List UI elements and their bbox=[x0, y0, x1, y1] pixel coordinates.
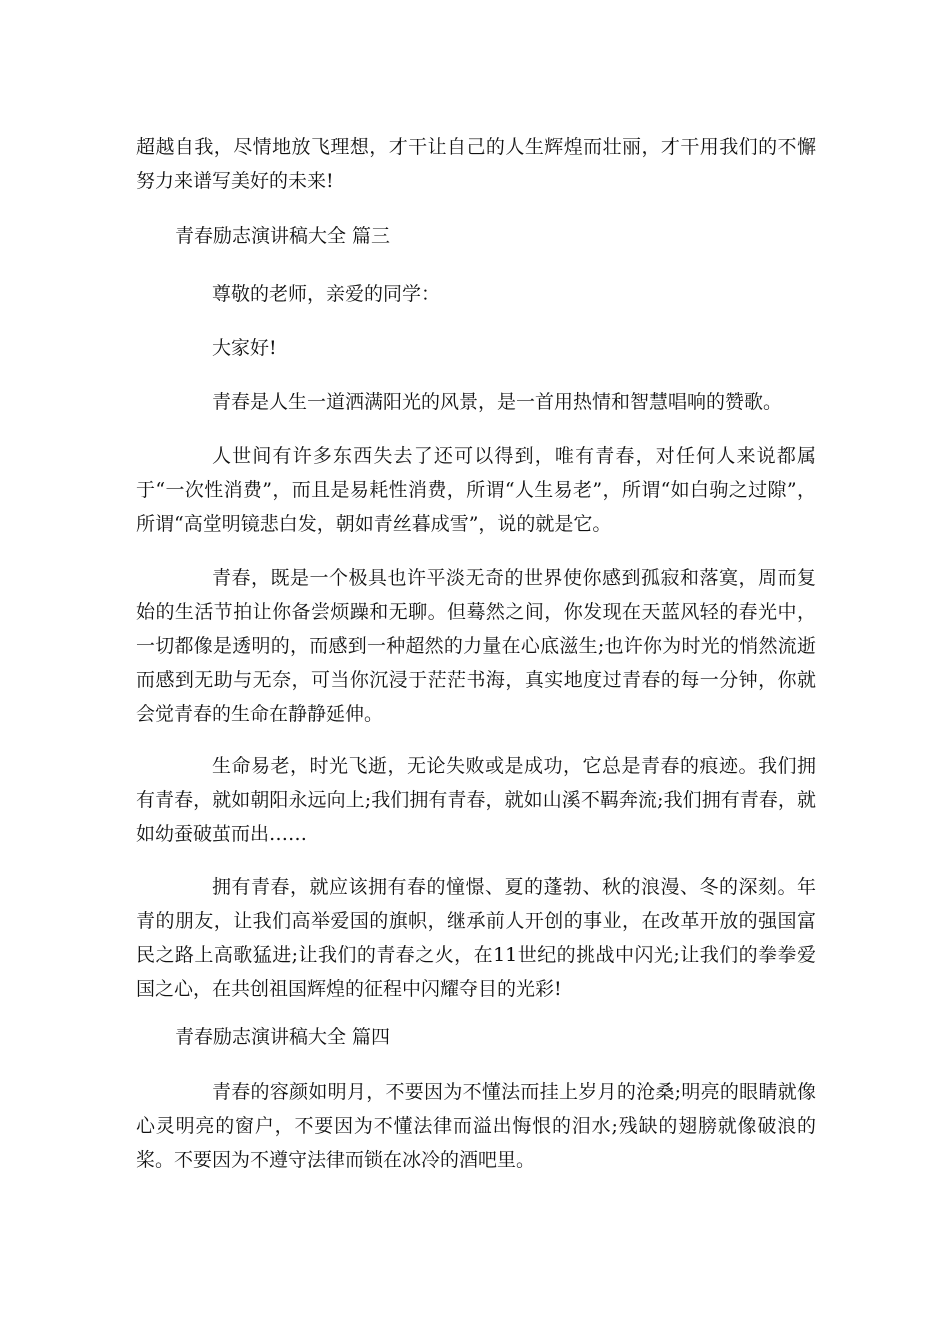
paragraph-1: 青春是人生一道洒满阳光的风景，是一首用热情和智慧唱响的赞歌。 bbox=[212, 391, 783, 413]
section-heading-4: 青春励志演讲稿大全 篇四 bbox=[175, 1026, 391, 1048]
intro-paragraph: 超越自我，尽情地放飞理想，才干让自己的人生辉煌而壮丽，才干用我们的不懈努力来谱写美好的未来! bbox=[136, 136, 816, 192]
greeting: 大家好! bbox=[212, 337, 277, 359]
paragraph-2: 人世间有许多东西失去了还可以得到，唯有青春，对任何人来说都属于“一次性消费”，而且是易耗性消费，所谓“人生易老”，所谓“如白驹之过隙”，所谓“高堂明镜悲白发，朝如青丝暮成雪”，说的就是它。 bbox=[136, 445, 816, 535]
paragraph-6: 青春的容颜如明月，不要因为不懂法而挂上岁月的沧桑;明亮的眼睛就像心灵明亮的窗户，不要因为不懂法律而溢出悔恨的泪水;残缺的翅膀就像破浪的桨。不要因为不遵守法律而锁在冰冷的酒吧里。 bbox=[136, 1081, 816, 1171]
paragraph-4: 生命易老，时光飞逝，无论失败或是成功，它总是青春的痕迹。我们拥有青春，就如朝阳永远向上;我们拥有青春，就如山溪不羁奔流;我们拥有青春，就如幼蚕破茧而出…… bbox=[136, 755, 816, 845]
paragraph-5: 拥有青春，就应该拥有春的憧憬、夏的蓬勃、秋的浪漫、冬的深刻。年青的朋友，让我们高举爱国的旗帜，继承前人开创的事业，在改革开放的强国富民之路上高歌猛进;让我们的青春之火，在11世纪的挑战中闪光;让我们的拳拳爱国之心，在共创祖国辉煌的征程中闪耀夺目的光彩! bbox=[136, 876, 816, 1000]
section-heading-3: 青春励志演讲稿大全 篇三 bbox=[175, 225, 391, 247]
paragraph-3: 青春，既是一个极具也许平淡无奇的世界使你感到孤寂和落寞，周而复始的生活节拍让你备尝烦躁和无聊。但蓦然之间，你发现在天蓝风轻的春光中，一切都像是透明的，而感到一种超然的力量在心底滋生;也许你为时光的悄然流逝而感到无助与无奈，可当你沉浸于茫茫书海，真实地度过青春的每一分钟，你就会觉青春的生命在静静延伸。 bbox=[136, 567, 816, 725]
salutation: 尊敬的老师，亲爱的同学： bbox=[212, 283, 441, 305]
